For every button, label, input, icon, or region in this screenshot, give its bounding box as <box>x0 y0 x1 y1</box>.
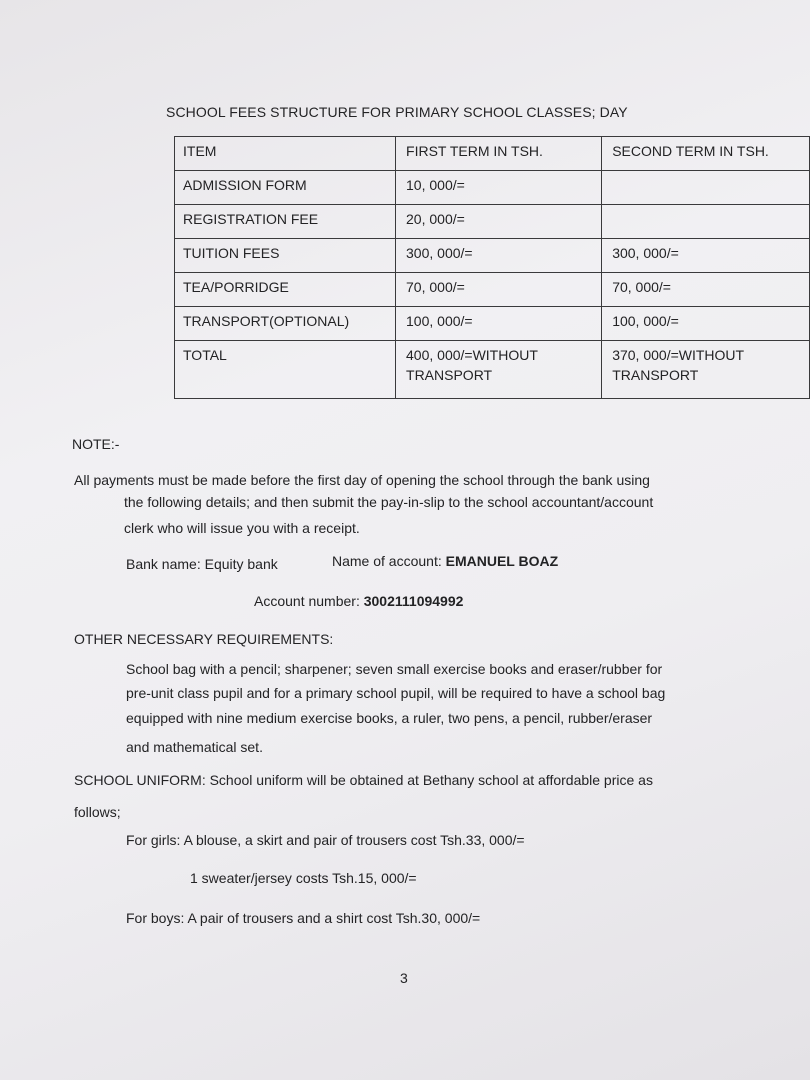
requirements-heading: OTHER NECESSARY REQUIREMENTS: <box>74 631 334 647</box>
total-second-line1: 370, 000/=WITHOUT <box>612 347 745 363</box>
requirements-line-3: equipped with nine medium exercise books, a ruler, two pens, a pencil, rubber/eraser <box>126 710 653 726</box>
row-second-term <box>602 171 810 205</box>
row-second-term <box>602 205 810 239</box>
total-second-line2: TRANSPORT <box>612 367 699 383</box>
account-number-value: 3002111094992 <box>363 593 464 609</box>
total-second-term <box>602 341 810 399</box>
bank-name: Bank name: Equity bank <box>126 556 278 572</box>
uniform-sweater: 1 sweater/jersey costs Tsh.15, 000/= <box>190 870 417 886</box>
total-first-line2: TRANSPORT <box>406 367 493 383</box>
uniform-line-1: SCHOOL UNIFORM: School uniform will be obtained at Bethany school at affordable price as <box>74 772 653 788</box>
header-first-term: FIRST TERM IN TSH. <box>396 137 602 171</box>
uniform-boys: For boys: A pair of trousers and a shirt cost Tsh.30, 000/= <box>126 910 481 926</box>
row-item: TUITION FEES <box>175 239 396 273</box>
fees-title: SCHOOL FEES STRUCTURE FOR PRIMARY SCHOOL CLASSES; DAY <box>166 104 628 120</box>
row-first-term: 10, 000/= <box>396 171 602 205</box>
header-second-term: SECOND TERM IN TSH. <box>602 137 810 171</box>
note-line-2: the following details; and then submit the pay-in-slip to the school accountant/account <box>124 494 654 510</box>
row-first-term: 300, 000/= <box>396 239 602 273</box>
note-heading: NOTE:- <box>72 436 120 452</box>
row-first-term: 20, 000/= <box>396 205 602 239</box>
account-name-value: EMANUEL BOAZ <box>445 553 559 569</box>
page-number: 3 <box>400 970 408 986</box>
row-second-term: 300, 000/= <box>602 239 810 273</box>
requirements-line-1: School bag with a pencil; sharpener; seven small exercise books and eraser/rubber for <box>126 661 663 677</box>
requirements-line-2: pre-unit class pupil and for a primary school pupil, will be required to have a school bag <box>126 685 666 701</box>
total-first-line1: 400, 000/=WITHOUT <box>406 347 538 363</box>
account-number-label: Account number: <box>254 593 364 609</box>
row-item: REGISTRATION FEE <box>175 205 396 239</box>
table-row <box>175 307 810 341</box>
row-first-term: 100, 000/= <box>396 307 602 341</box>
account-name-label: Name of account: <box>332 553 446 569</box>
uniform-girls: For girls: A blouse, a skirt and pair of trousers cost Tsh.33, 000/= <box>126 832 525 848</box>
table-row <box>175 273 810 307</box>
table-row <box>175 205 810 239</box>
uniform-line-2: follows; <box>74 804 121 820</box>
row-item: TEA/PORRIDGE <box>175 273 396 307</box>
row-second-term: 70, 000/= <box>602 273 810 307</box>
total-row <box>175 341 810 399</box>
total-first-term <box>396 341 602 399</box>
row-item: TRANSPORT(OPTIONAL) <box>175 307 396 341</box>
total-label: TOTAL <box>175 341 396 399</box>
account-number-line <box>254 591 463 611</box>
table-row <box>175 239 810 273</box>
row-second-term: 100, 000/= <box>602 307 810 341</box>
note-line-3: clerk who will issue you with a receipt. <box>124 520 360 536</box>
table-row <box>175 171 810 205</box>
account-name-line <box>332 551 558 571</box>
row-first-term: 70, 000/= <box>396 273 602 307</box>
fees-table <box>174 136 810 399</box>
table-header-row <box>175 137 810 171</box>
note-line-1: All payments must be made before the first day of opening the school through the bank using <box>74 472 650 488</box>
header-item: ITEM <box>175 137 396 171</box>
row-item: ADMISSION FORM <box>175 171 396 205</box>
requirements-line-4: and mathematical set. <box>126 739 263 755</box>
